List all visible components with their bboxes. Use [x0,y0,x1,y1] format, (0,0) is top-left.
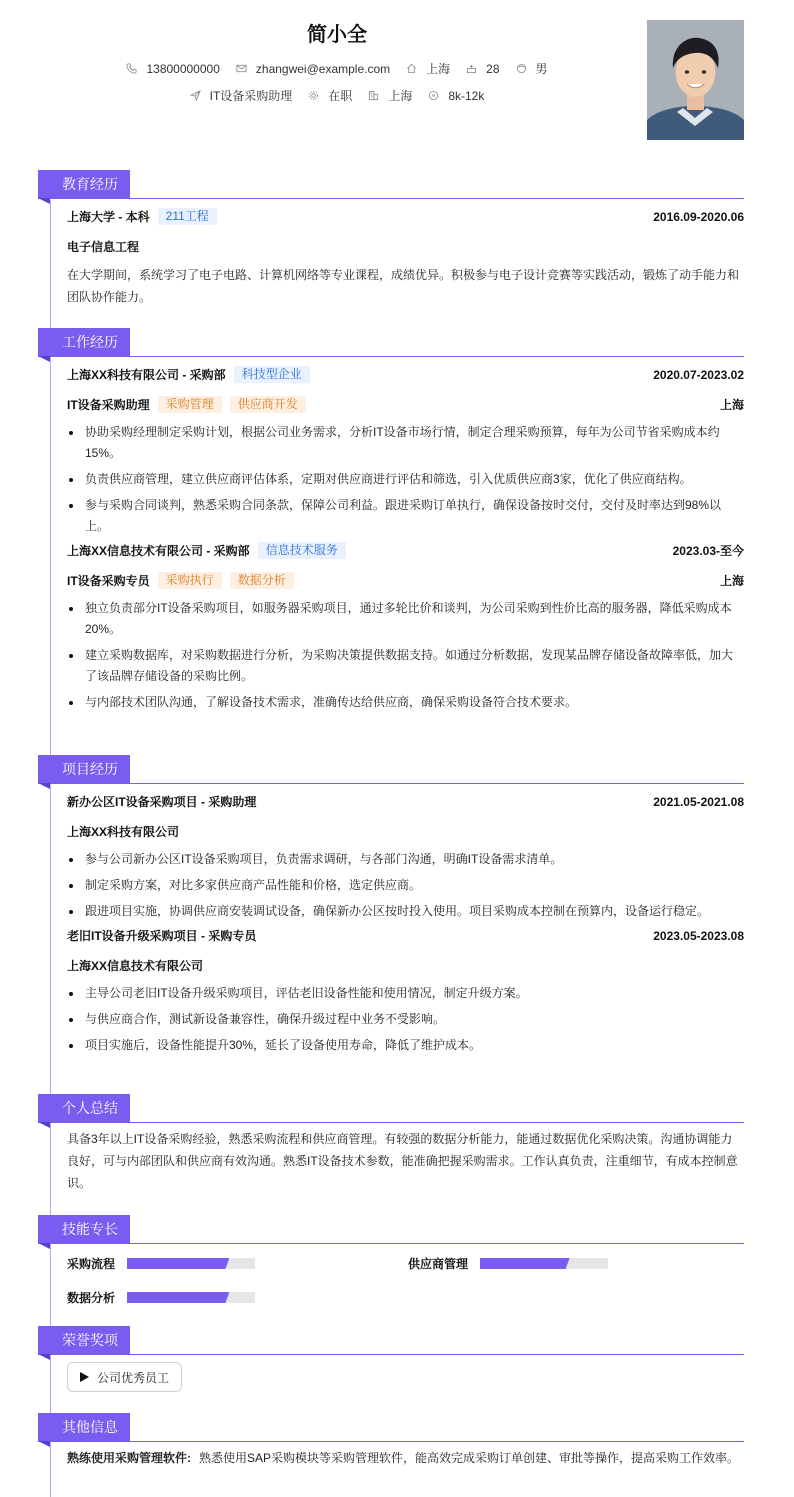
age-icon [466,63,477,74]
job-company-row [67,366,744,383]
job-position: IT设备采购专员 [67,574,150,588]
job-period: 2020.07-2023.02 [653,367,744,382]
phone-icon [126,63,137,74]
gear-icon [308,90,319,101]
job-company-row [67,542,744,559]
profile-photo [647,20,744,140]
job-title-text: IT设备采购助理 [209,89,293,103]
list-item: 建立采购数据库，对采购数据进行分析，为采购决策提供数据支持。如通过分析数据，发现某品牌存储设备故障率低，加大了该品牌存储设备的采购比例。 [67,645,744,687]
project-company-row [67,823,744,840]
project-title-row [67,793,744,810]
skill-name: 供应商管理 [408,1257,469,1271]
skill-name: 数据分析 [67,1291,116,1305]
job-bullets [67,598,744,713]
skill-bar-fill [480,1258,570,1269]
email-item [236,62,390,76]
list-item: 参与公司新办公区IT设备采购项目，负责需求调研，与各部门沟通，明确IT设备需求清单。 [67,849,744,870]
project-section [38,755,744,1061]
other-body [38,1441,744,1469]
section-notch [38,1243,50,1249]
job-city: 上海 [719,574,744,588]
company-name: 上海XX信息技术有限公司 - 采购部 [67,544,250,558]
list-item: 负责供应商管理，建立供应商评估体系，定期对供应商进行评估和筛选，引入优质供应商3家，优化了供应商结构。 [67,469,744,490]
project-company: 上海XX信息技术有限公司 [67,959,204,973]
list-item: 跟进项目实施，协调供应商安装调试设备，确保新办公区按时投入使用。项目采购成本控制在预算内，设备运行稳定。 [67,901,744,922]
list-item: 制定采购方案，对比多家供应商产品性能和价格，选定供应商。 [67,875,744,896]
summary-section [38,1094,744,1194]
skill-bar [127,1258,255,1269]
award-item [67,1362,182,1392]
gender-text: 男 [535,62,548,76]
other-header [38,1413,744,1441]
send-icon [190,90,201,101]
project-header [38,755,744,783]
skill-bar [127,1292,255,1303]
avatar-illustration [647,20,744,140]
list-item: 主导公司老旧IT设备升级采购项目，评估老旧设备性能和使用情况，制定升级方案。 [67,983,744,1004]
other-text: 熟悉使用SAP采购模块等采购管理软件，能高效完成采购订单创建、审批等操作，提高采购工作效率。 [199,1451,740,1465]
skill-item [408,1255,608,1272]
job-row [0,87,674,104]
education-header [38,170,744,198]
job-bullets [67,422,744,537]
major: 电子信息工程 [67,240,140,254]
company-badge: 科技型企业 [234,366,310,383]
job-tag: 采购管理 [158,396,222,413]
education-description: 在大学期间，系统学习了电子电路、计算机网络等专业课程，成绩优异。积极参与电子设计竞赛等实践活动，锻炼了动手能力和团队协作能力。 [67,268,740,304]
summary-text: 具备3年以上IT设备采购经验，熟悉采购流程和供应商管理。有较强的数据分析能力，能通过数据优化采购决策。沟通协调能力良好，可与内部团队和供应商有效沟通。熟悉IT设备技术参数，能准确把握采购需求。工作认真负责，注重细节，有成本控制意识。 [67,1132,738,1190]
honors-body [38,1354,744,1392]
skill-bar-fill [127,1258,229,1269]
project-period: 2021.05-2021.08 [653,794,744,809]
company-badge: 信息技术服务 [258,542,346,559]
location-item [406,60,450,77]
other-info [67,1447,744,1469]
email-text: zhangwei@example.com [255,61,391,76]
company-name: 上海XX科技有限公司 - 采购部 [67,368,226,382]
skills-header [38,1215,744,1243]
award-name: 公司优秀员工 [97,1370,170,1385]
summary-body [38,1122,744,1194]
section-title: 荣誉奖项 [38,1326,130,1354]
project-company-row [67,957,744,974]
building-icon [368,90,379,101]
honors-header [38,1326,744,1354]
project-title-row [67,927,744,944]
skill-bar [480,1258,608,1269]
skill-bar-fill [127,1292,229,1303]
list-item: 参与采购合同谈判，熟悉采购合同条款，保障公司利益。跟进采购订单执行，确保设备按时交付，交付及时率达到98%以上。 [67,495,744,537]
project-bullets [67,983,744,1056]
city-item [368,87,412,104]
work-section [38,328,744,718]
education-period: 2016.09-2020.06 [653,209,744,224]
city-text: 上海 [388,89,413,103]
other-label: 熟练使用采购管理软件: [67,1451,191,1465]
job-title-item [190,87,293,104]
job-position-row [67,572,744,589]
summary-header [38,1094,744,1122]
job-tag: 供应商开发 [230,396,306,413]
project-bullets [67,849,744,922]
section-title: 技能专长 [38,1215,130,1243]
gender-icon [516,63,527,74]
money-icon [428,90,439,101]
mail-icon [236,63,247,74]
skill-name: 采购流程 [67,1257,116,1271]
candidate-name: 简小全 [307,24,367,46]
salary-item [428,89,484,103]
section-rule [38,1243,744,1244]
job-position-row [67,396,744,413]
section-title: 个人总结 [38,1094,130,1122]
list-item: 与内部技术团队沟通，了解设备技术需求，准确传达给供应商，确保采购设备符合技术要求。 [67,692,744,713]
skill-item [67,1255,255,1272]
home-icon [406,63,417,74]
gender-item [516,60,548,77]
job-tag: 采购执行 [158,572,222,589]
project-period: 2023.05-2023.08 [653,928,744,943]
work-header [38,328,744,356]
job-position: IT设备采购助理 [67,398,150,412]
phone-text: 13800000000 [146,61,220,76]
school-badge: 211工程 [158,208,217,225]
job-city: 上海 [719,398,744,412]
play-icon [80,1372,89,1382]
project-title: 新办公区IT设备采购项目 - 采购助理 [67,795,257,809]
list-item: 项目实施后，设备性能提升30%，延长了设备使用寿命，降低了维护成本。 [67,1035,744,1056]
education-body [38,198,744,308]
education-row [67,208,744,225]
age-item [466,62,499,76]
status-item [308,87,352,104]
list-item: 独立负责部分IT设备采购项目，如服务器采购项目，通过多轮比价和谈判，为公司采购到性价比高的服务器，降低采购成本20%。 [67,598,744,640]
major-row [67,238,744,255]
education-section [38,170,744,308]
school-name: 上海大学 - 本科 [67,210,150,224]
work-body [38,356,744,713]
project-title: 老旧IT设备升级采购项目 - 采购专员 [67,929,257,943]
job-period: 2023.03-至今 [672,544,744,558]
age-text: 28 [486,61,500,76]
project-body [38,783,744,1056]
section-title: 教育经历 [38,170,130,198]
other-section [38,1413,744,1469]
skill-item [67,1289,255,1306]
job-tag: 数据分析 [230,572,294,589]
phone-item [126,62,219,76]
location-text: 上海 [426,62,451,76]
honors-section [38,1326,744,1392]
status-text: 在职 [328,89,353,103]
contact-row [0,60,674,77]
list-item: 与供应商合作，测试新设备兼容性，确保升级过程中业务不受影响。 [67,1009,744,1030]
section-title: 工作经历 [38,328,130,356]
salary-text: 8k-12k [448,88,485,103]
section-title: 项目经历 [38,755,130,783]
skills-section [38,1215,744,1305]
project-company: 上海XX科技有限公司 [67,825,180,839]
list-item: 协助采购经理制定采购计划，根据公司业务需求，分析IT设备市场行情，制定合理采购预算，每年为公司节省采购成本约15%。 [67,422,744,464]
section-title: 其他信息 [38,1413,130,1441]
